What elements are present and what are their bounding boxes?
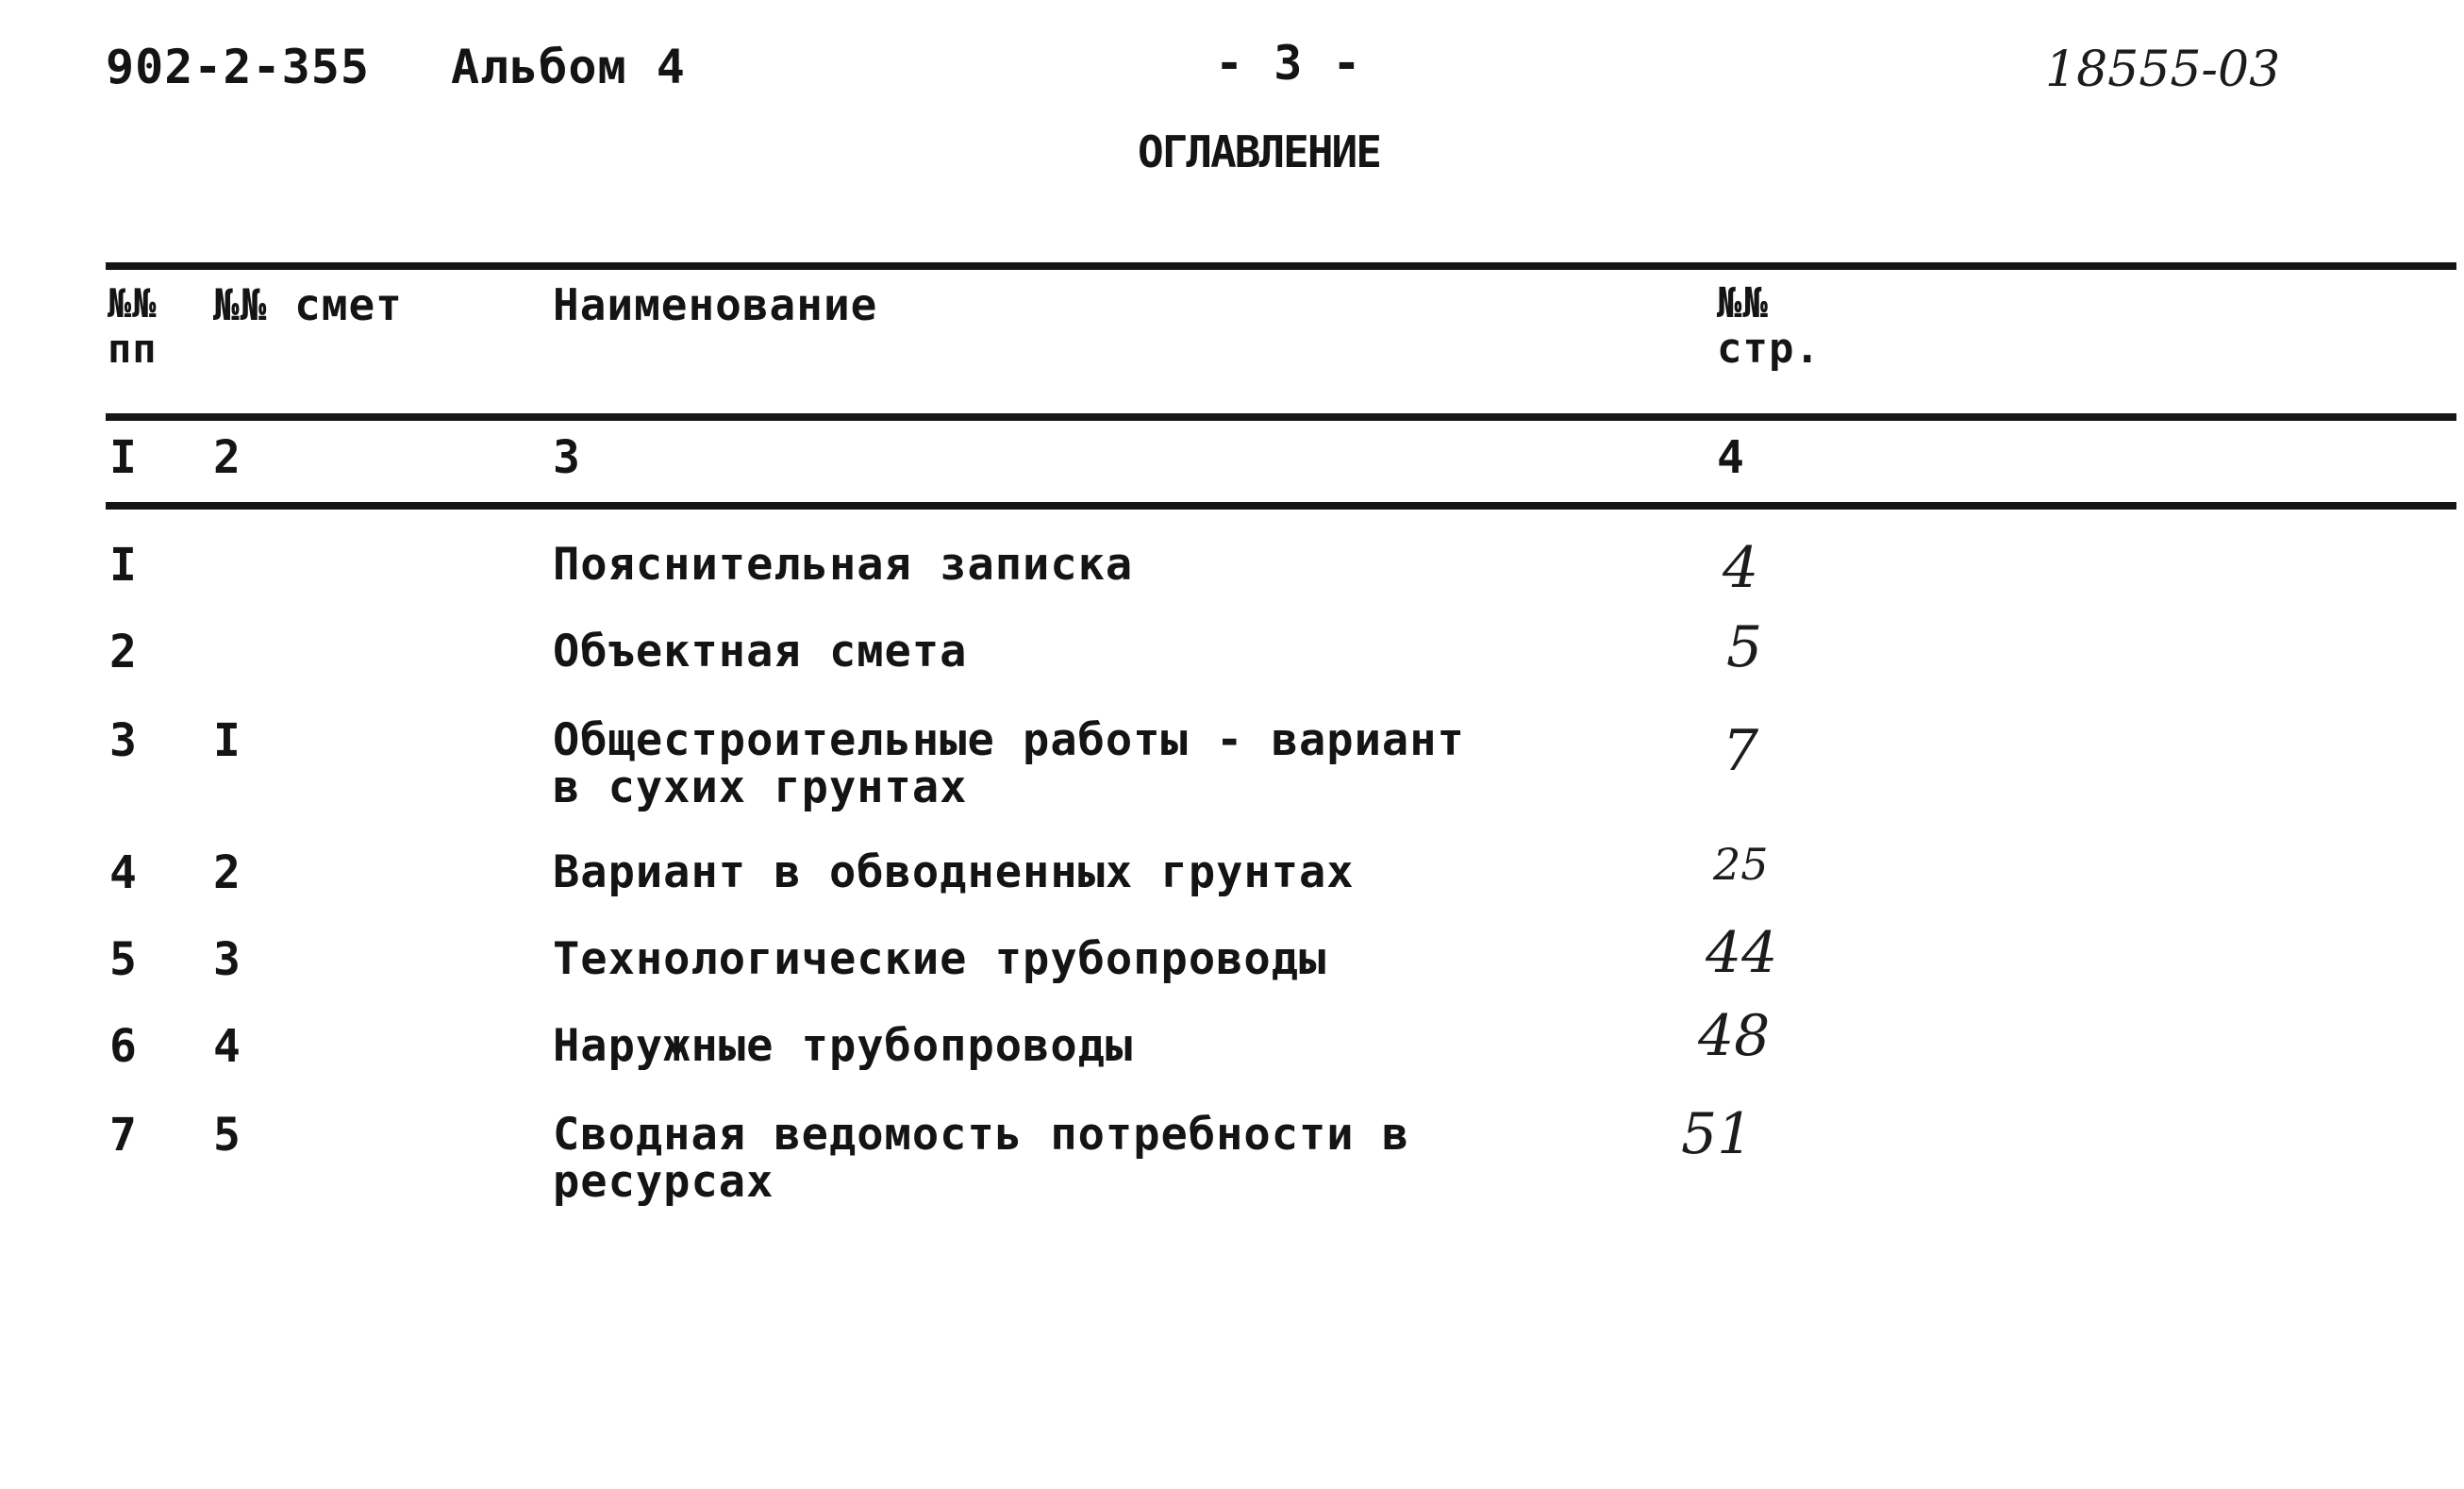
row-name-line2: ресурсах	[553, 1156, 774, 1208]
row-page: 48	[1698, 1003, 1771, 1069]
document-code: 902-2-355	[106, 40, 370, 94]
row-name	[553, 1109, 1410, 1208]
row-number: 7	[109, 1109, 138, 1162]
column-header-smeta: №№ смет	[213, 279, 403, 330]
row-number: 2	[109, 626, 138, 678]
page-number: - 3 -	[1215, 36, 1362, 91]
row-name: Пояснительная записка	[553, 539, 1134, 591]
row-page: 5	[1726, 614, 1763, 680]
row-name: Наружные трубопроводы	[553, 1020, 1134, 1072]
row-smeta: 3	[213, 933, 241, 986]
table-numbers-rule	[106, 502, 2456, 510]
column-header-num-line1: №№	[108, 280, 158, 326]
row-smeta: I	[213, 714, 241, 767]
row-name: Вариант в обводненных грунтах	[553, 846, 1355, 898]
row-number: 6	[109, 1020, 138, 1073]
row-name-line1: Общестроительные работы - вариант	[553, 714, 1465, 766]
column-header-page	[1717, 281, 1821, 372]
row-name-line1: Сводная ведомость потребности в	[553, 1109, 1410, 1161]
page-title: ОГЛАВЛЕНИЕ	[1138, 126, 1380, 177]
row-name: Технологические трубопроводы	[553, 933, 1327, 985]
row-name	[553, 714, 1465, 813]
column-number-4: 4	[1717, 431, 1745, 484]
row-smeta: 5	[213, 1109, 241, 1162]
album-label: Альбом 4	[451, 40, 686, 94]
row-name-line2: в сухих грунтах	[553, 761, 968, 813]
table-top-rule	[106, 262, 2456, 270]
row-page: 4	[1723, 535, 1759, 601]
row-page: 51	[1681, 1101, 1754, 1167]
row-page: 44	[1706, 920, 1778, 986]
row-number: 4	[109, 846, 138, 899]
row-smeta: 4	[213, 1020, 241, 1073]
row-number: 5	[109, 933, 138, 986]
column-number-2: 2	[213, 431, 241, 484]
column-number-1: I	[109, 431, 138, 484]
row-name: Объектная смета	[553, 626, 968, 678]
row-number: 3	[109, 714, 138, 767]
column-header-num	[108, 281, 158, 372]
row-number: I	[109, 539, 138, 592]
column-header-page-line2: стр.	[1717, 325, 1821, 373]
row-page: 25	[1713, 839, 1769, 890]
row-page: 7	[1723, 718, 1759, 784]
table-header-rule	[106, 413, 2456, 421]
column-header-page-line1: №№	[1717, 279, 1769, 327]
column-header-num-line2: пп	[108, 326, 158, 372]
column-header-name: Наименование	[553, 279, 878, 330]
inventory-number: 18555-03	[2045, 42, 2281, 98]
row-smeta: 2	[213, 846, 241, 899]
column-number-3: 3	[553, 431, 581, 484]
